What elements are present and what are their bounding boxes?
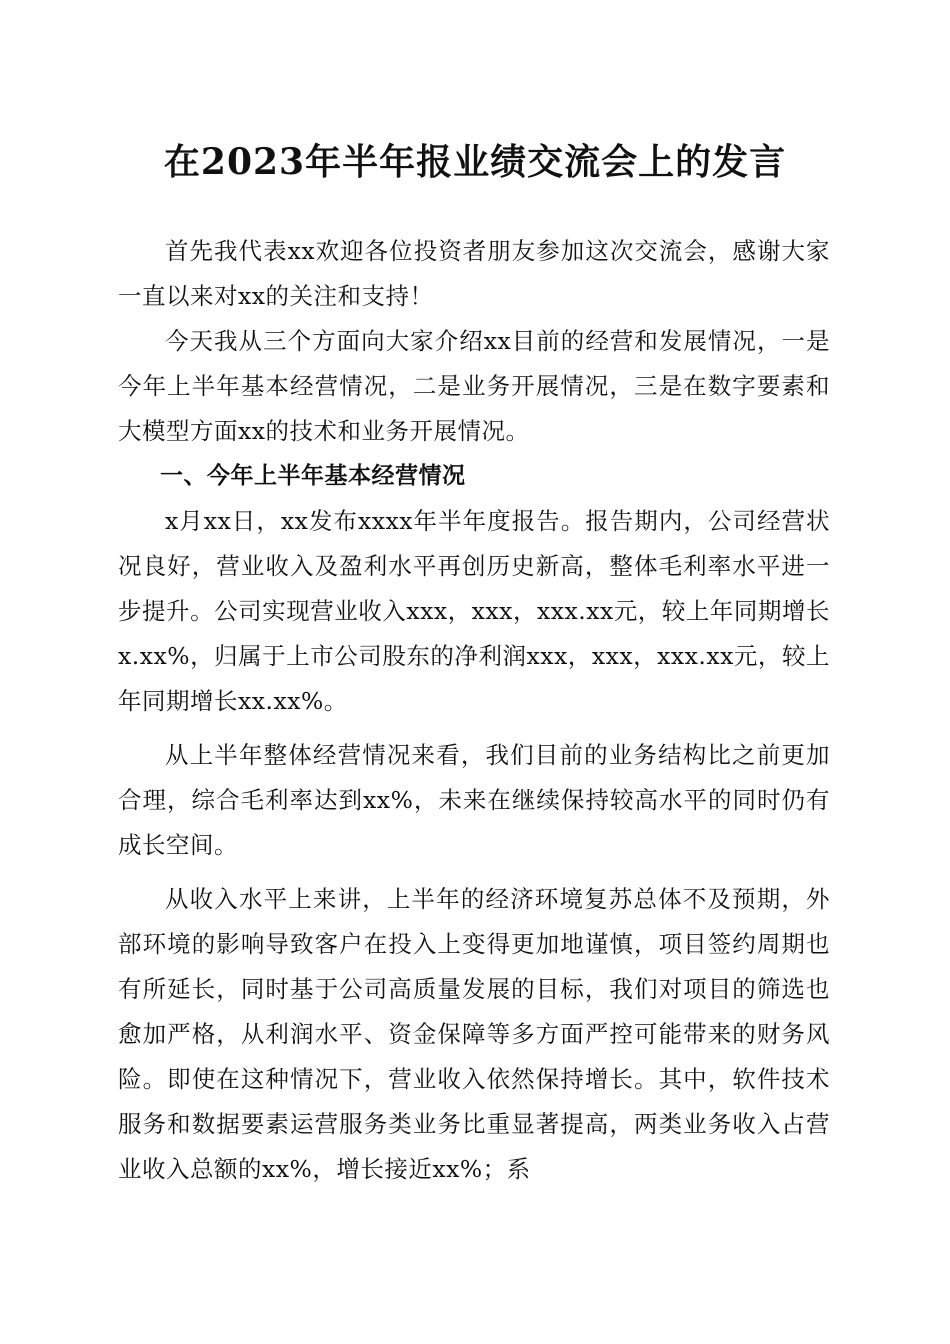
section-heading: 一、今年上半年基本经营情况	[160, 463, 466, 489]
paragraph-spacer	[118, 868, 830, 877]
paragraph-welcome: 首先我代表xx欢迎各位投资者朋友参加这次交流会，感谢大家一直以来对xx的关注和支持！	[118, 237, 830, 310]
paragraph-report-results: x月xx日，xx发布xxxx年半年度报告。报告期内，公司经营状况良好，营业收入及盈利水平再创历史新高，整体毛利率水平进一步提升。公司实现营业收入xxx，xxx，xxx.xx元，较上年同期增长x.xx%，归属于上市公司股东的净利润xxx，xxx，xxx.xx元，较上年同期增长xx.xx%。	[118, 507, 830, 715]
document-body	[118, 229, 830, 1192]
paragraph-revenue: 从收入水平上来讲，上半年的经济环境复苏总体不及预期，外部环境的影响导致客户在投入上变得更加地谨慎，项目签约周期也有所延长，同时基于公司高质量发展的目标，我们对项目的筛选也愈加严格，从利润水平、资金保障等多方面严控可能带来的财务风险。即使在这种情况下，营业收入依然保持增长。其中，软件技术服务和数据要素运营服务类业务比重显著提高，两类业务收入占营业收入总额的xx%，增长接近xx%；系	[118, 885, 830, 1183]
document-title: 在2023年半年报业绩交流会上的发言	[163, 141, 787, 183]
paragraph-business-structure: 从上半年整体经营情况来看，我们目前的业务结构比之前更加合理，综合毛利率达到xx%，未来在继续保持较高水平的同时仍有成长空间。	[118, 741, 830, 859]
paragraph-spacer	[118, 724, 830, 733]
paragraph-overview: 今天我从三个方面向大家介绍xx目前的经营和发展情况，一是今年上半年基本经营情况，二是业务开展情况，三是在数字要素和大模型方面xx的技术和业务开展情况。	[118, 327, 830, 445]
